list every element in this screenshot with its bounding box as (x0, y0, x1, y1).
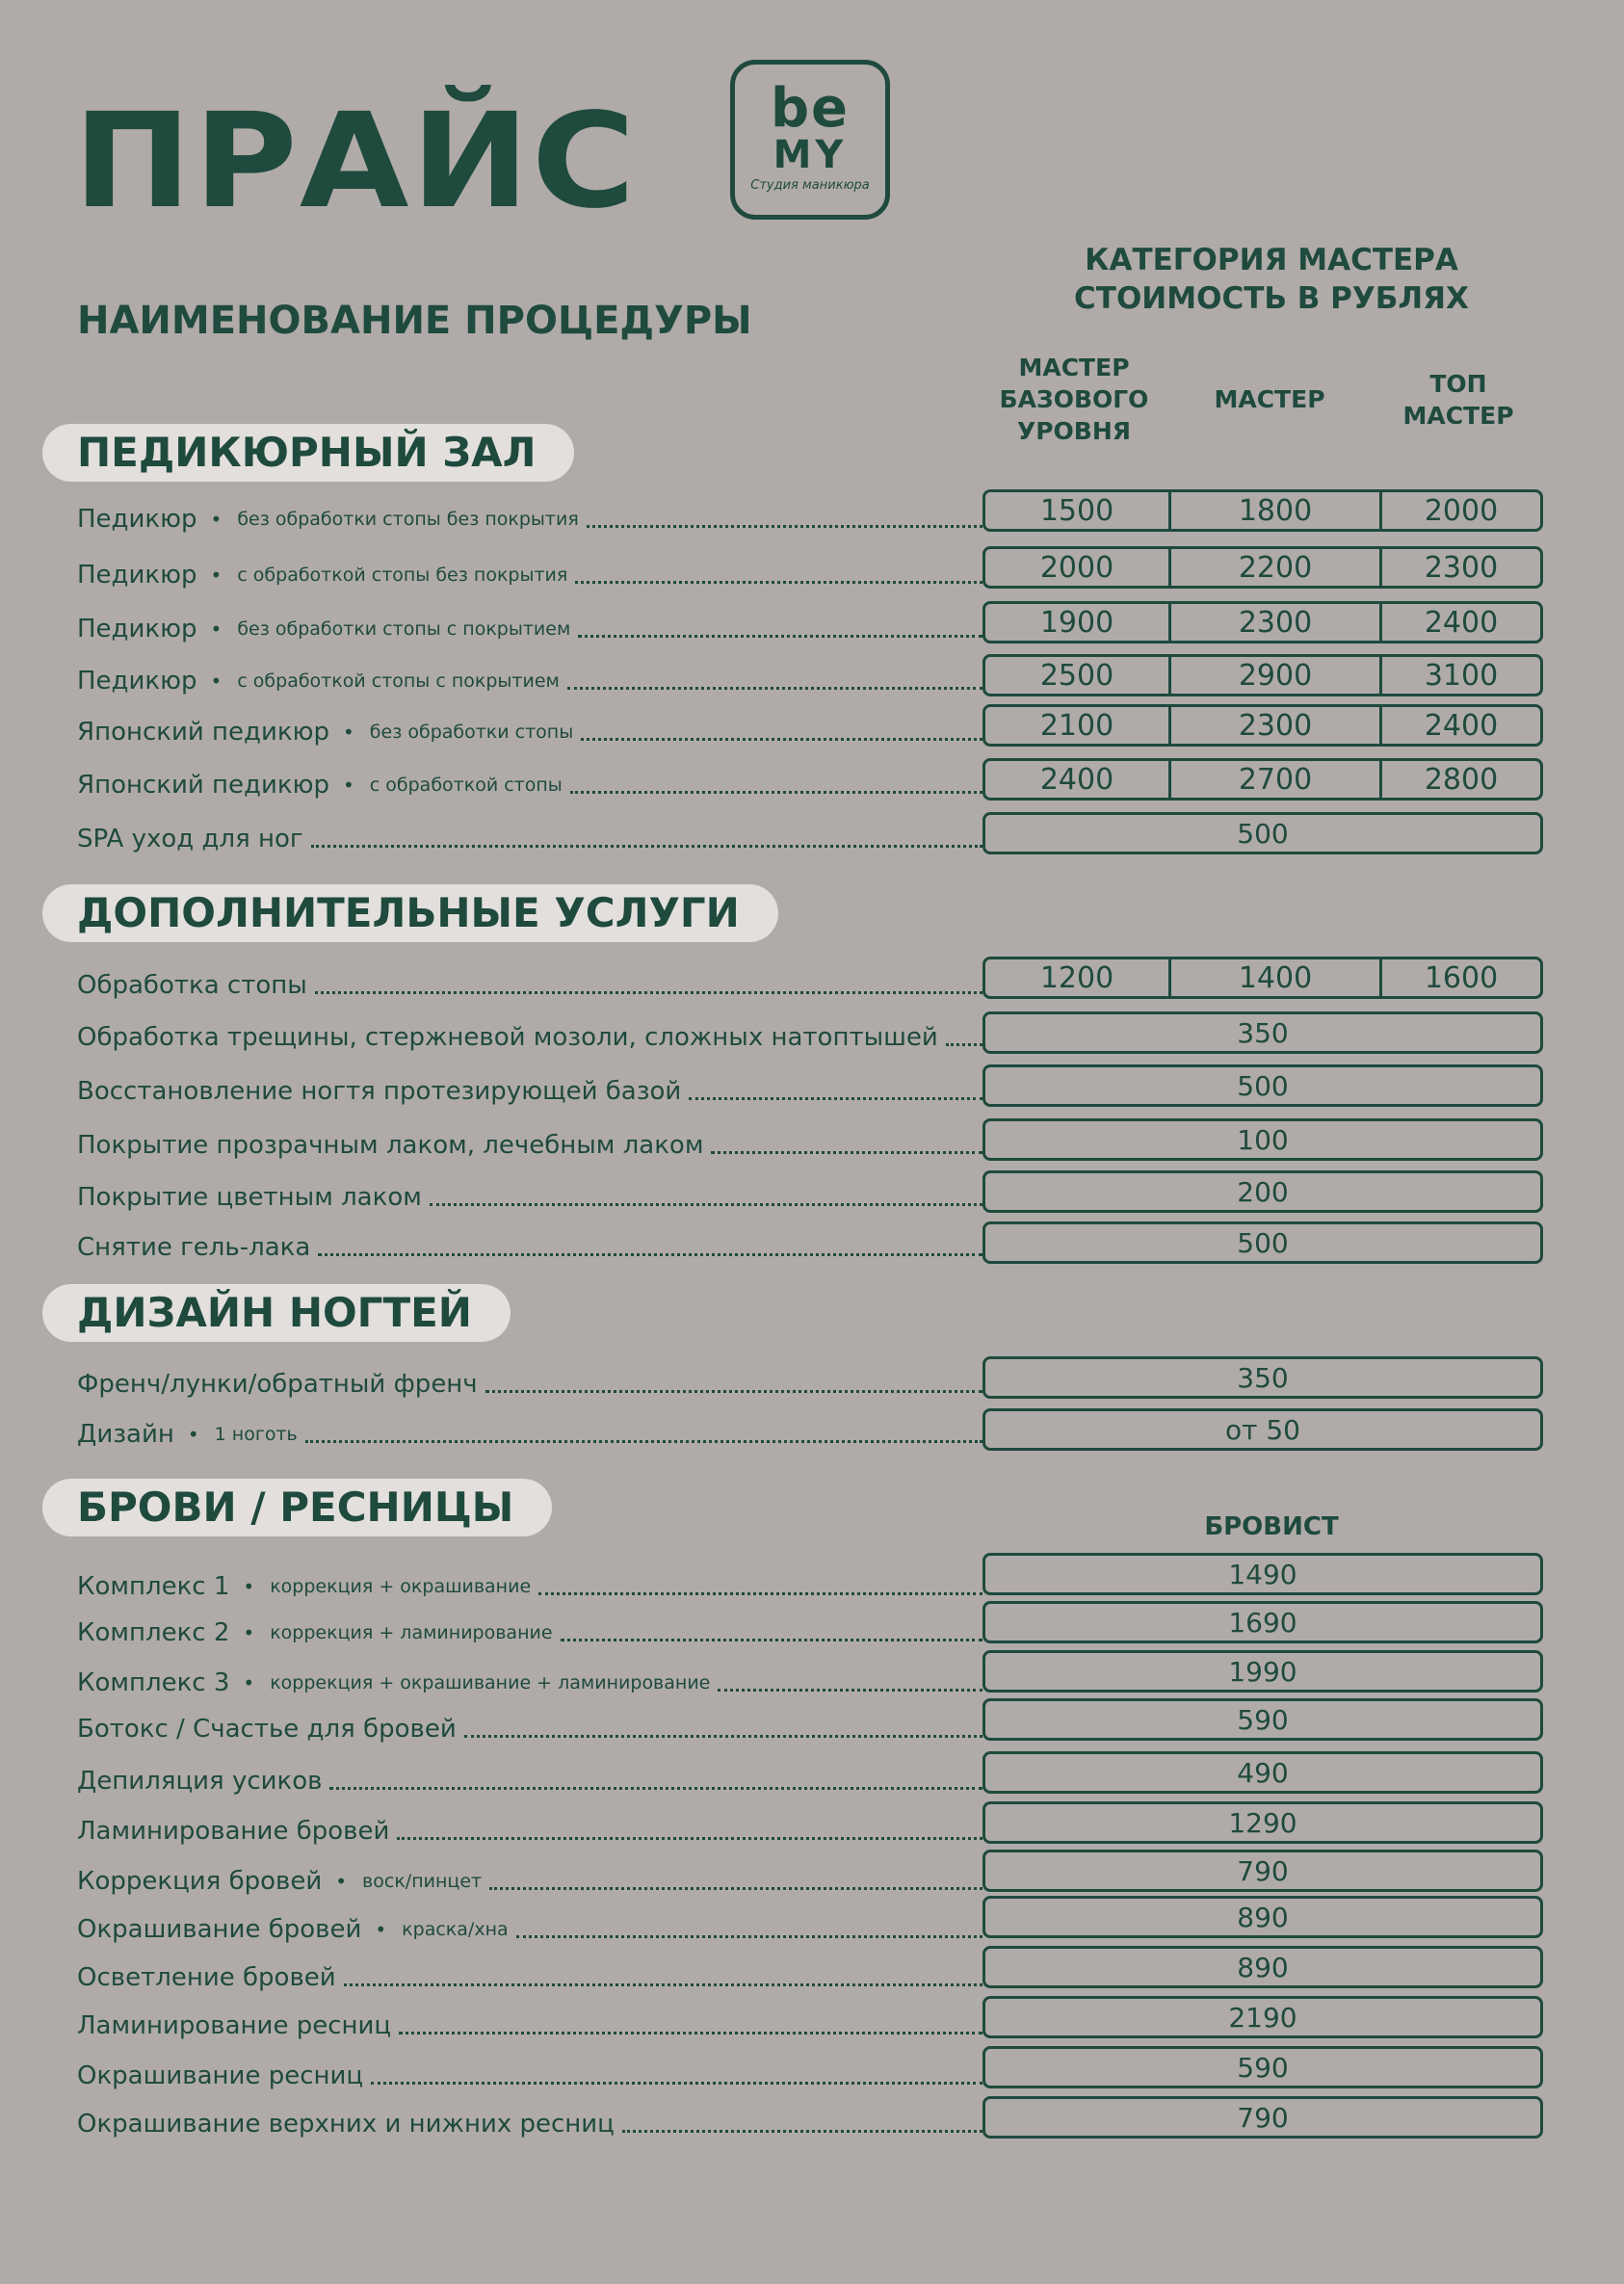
dot-leader (344, 1983, 982, 1986)
service-name: Осветление бровей (77, 1963, 336, 1992)
price-row (77, 1705, 982, 1744)
price-base: 1500 (985, 492, 1171, 529)
column-header-base-line-2: БАЗОВОГО (999, 385, 1149, 413)
column-header-base-line-1: МАСТЕР (1018, 354, 1130, 381)
dot-leader (622, 2130, 982, 2133)
service-name: Дизайн (77, 1420, 174, 1449)
service-name: SPA уход для ног (77, 825, 303, 853)
service-name: Снятие гель-лака (77, 1233, 311, 1262)
price-row (77, 761, 982, 800)
service-name: Окрашивание ресниц (77, 2061, 364, 2090)
price-single: 500 (1237, 1069, 1289, 1102)
price-box (982, 2046, 1543, 2088)
price-box (982, 1011, 1543, 1054)
price-row (77, 1121, 982, 1160)
dot-leader (318, 1253, 982, 1256)
column-header-brovist: БРОВИСТ (1204, 1512, 1339, 1541)
price-box (982, 1118, 1543, 1161)
dot-leader (689, 1097, 982, 1100)
separator-dot: • (335, 1870, 348, 1893)
separator-dot: • (210, 617, 223, 641)
price-top: 2800 (1424, 762, 1499, 797)
service-note: с обработкой стопы с покрытием (237, 670, 560, 692)
price-box (982, 1896, 1543, 1938)
column-header-top (1374, 368, 1543, 432)
dot-leader (311, 845, 982, 848)
price-top: 1600 (1424, 960, 1499, 995)
service-name: Обработка стопы (77, 971, 307, 1000)
dot-leader (305, 1440, 982, 1443)
section-brows-lashes: БРОВИ / РЕСНИЦЫ (42, 1479, 552, 1536)
price-single: 1490 (1228, 1558, 1297, 1590)
price-master: 2300 (1171, 604, 1382, 641)
service-note: краска/хна (402, 1919, 509, 1940)
service-note: коррекция + ламинирование (270, 1622, 553, 1643)
price-master: 1400 (1171, 959, 1382, 996)
price-row (77, 1223, 982, 1262)
dot-leader (575, 581, 982, 584)
service-name: Покрытие прозрачным лаком, лечебным лаком (77, 1131, 704, 1160)
price-single: 500 (1237, 817, 1289, 850)
price-row (77, 1067, 982, 1106)
dot-leader (315, 991, 982, 994)
service-name: Покрытие цветным лаком (77, 1183, 422, 1212)
price-box (982, 1356, 1543, 1399)
price-single: 890 (1237, 1951, 1289, 1983)
service-name: Депиляция усиков (77, 1767, 323, 1796)
column-header-base (982, 352, 1166, 447)
service-note: без обработки стопы с покрытием (237, 618, 571, 640)
price-row (77, 1659, 982, 1697)
dot-leader (516, 1935, 982, 1938)
service-note: без обработки стопы без покрытия (237, 509, 579, 530)
column-header-top-line-2: МАСТЕР (1402, 402, 1514, 430)
price-row (77, 708, 982, 747)
price-row (77, 2002, 982, 2040)
price-row (77, 1013, 982, 1052)
column-header-master-line-1: МАСТЕР (1214, 385, 1325, 413)
separator-dot: • (243, 1671, 255, 1694)
price-row (77, 495, 982, 534)
price-base: 2000 (985, 549, 1171, 586)
service-note: без обработки стопы (369, 722, 574, 743)
price-single: 200 (1237, 1175, 1289, 1208)
service-name: Педикюр (77, 561, 197, 590)
section-pedicure: ПЕДИКЮРНЫЙ ЗАЛ (42, 424, 574, 482)
price-single: 500 (1237, 1226, 1289, 1259)
price-top: 2000 (1424, 493, 1499, 528)
column-header-master (1166, 383, 1374, 415)
service-name: Ламинирование бровей (77, 1817, 390, 1846)
column-header-top-line-1: ТОП (1429, 370, 1487, 398)
price-single: 790 (1237, 1854, 1289, 1887)
price-row (77, 551, 982, 590)
service-name: Комплекс 1 (77, 1572, 230, 1601)
price-row (77, 1360, 982, 1399)
price-box (982, 489, 1543, 532)
price-row (77, 961, 982, 1000)
dot-leader (485, 1390, 982, 1393)
price-top: 2400 (1424, 605, 1499, 640)
procedure-heading: НАИМЕНОВАНИЕ ПРОЦЕДУРЫ (77, 299, 752, 343)
dot-leader (567, 687, 982, 690)
dot-leader (587, 525, 982, 528)
price-single: 350 (1237, 1361, 1289, 1394)
price-single: 2190 (1228, 2001, 1297, 2034)
price-base: 2400 (985, 761, 1171, 798)
price-row (77, 2100, 982, 2139)
price-single: 790 (1237, 2101, 1289, 2134)
price-box (982, 704, 1543, 747)
section-nail-design: ДИЗАЙН НОГТЕЙ (42, 1284, 511, 1342)
price-single: 490 (1237, 1756, 1289, 1789)
logo-line-1: be (770, 77, 851, 140)
price-box (982, 1221, 1543, 1264)
price-row (77, 1807, 982, 1846)
service-name: Японский педикюр (77, 771, 329, 800)
price-row (77, 657, 982, 696)
dot-leader (561, 1639, 982, 1641)
price-single: 590 (1237, 2051, 1289, 2084)
price-box (982, 2096, 1543, 2139)
logo-caption: Студия маникюра (750, 178, 870, 193)
price-row (77, 1173, 982, 1212)
price-row (77, 1857, 982, 1896)
price-box (982, 1698, 1543, 1741)
price-single: 1990 (1228, 1655, 1297, 1688)
dot-leader (570, 791, 982, 794)
price-row (77, 1757, 982, 1796)
price-master: 2900 (1171, 657, 1382, 694)
price-box (982, 1064, 1543, 1107)
price-row (77, 1954, 982, 1992)
service-note: коррекция + окрашивание + ламинирование (270, 1672, 711, 1693)
price-box (982, 1850, 1543, 1892)
price-single: 1690 (1228, 1606, 1297, 1639)
price-box (982, 1170, 1543, 1213)
service-name: Восстановление ногтя протезирующей базой (77, 1077, 682, 1106)
price-box (982, 1996, 1543, 2038)
price-row (77, 1410, 982, 1449)
price-single: 590 (1237, 1703, 1289, 1736)
price-row (77, 1905, 982, 1944)
price-base: 2500 (985, 657, 1171, 694)
service-name: Педикюр (77, 505, 197, 534)
service-name: Педикюр (77, 667, 197, 696)
price-master: 1800 (1171, 492, 1382, 529)
dot-leader (329, 1787, 982, 1790)
price-single: 100 (1237, 1123, 1289, 1156)
category-line-1: КАТЕГОРИЯ МАСТЕРА (1085, 243, 1458, 277)
service-note: воск/пинцет (362, 1871, 483, 1892)
price-box (982, 654, 1543, 696)
separator-dot: • (243, 1575, 255, 1598)
price-row (77, 815, 982, 853)
service-name: Японский педикюр (77, 718, 329, 747)
separator-dot: • (187, 1423, 199, 1446)
dot-leader (399, 2032, 982, 2035)
dot-leader (581, 738, 982, 741)
price-box (982, 1946, 1543, 1988)
dot-leader (397, 1837, 982, 1840)
service-note: коррекция + окрашивание (270, 1576, 532, 1597)
category-heading (1050, 241, 1493, 318)
price-base: 2100 (985, 707, 1171, 744)
price-top: 2300 (1424, 550, 1499, 585)
price-box (982, 1601, 1543, 1643)
price-single: 890 (1237, 1901, 1289, 1933)
price-box (982, 601, 1543, 643)
price-box (982, 1801, 1543, 1844)
separator-dot: • (210, 564, 223, 587)
service-name: Окрашивание бровей (77, 1915, 362, 1944)
separator-dot: • (210, 508, 223, 531)
price-single: 1290 (1228, 1806, 1297, 1839)
service-name: Окрашивание верхних и нижних ресниц (77, 2110, 615, 2139)
brand-logo (730, 60, 890, 220)
price-row (77, 1609, 982, 1647)
service-name: Ламинирование ресниц (77, 2011, 392, 2040)
price-box (982, 1751, 1543, 1794)
price-box (982, 1553, 1543, 1595)
category-line-2: СТОИМОСТЬ В РУБЛЯХ (1074, 281, 1469, 316)
price-single: 350 (1237, 1016, 1289, 1049)
price-base: 1900 (985, 604, 1171, 641)
service-name: Френч/лунки/обратный френч (77, 1370, 478, 1399)
separator-dot: • (343, 721, 354, 744)
dot-leader (430, 1203, 982, 1206)
logo-line-2: MY (773, 133, 848, 177)
separator-dot: • (243, 1621, 255, 1644)
price-top: 2400 (1424, 708, 1499, 743)
service-name: Обработка трещины, стержневой мозоли, сложных натоптышей (77, 1023, 938, 1052)
dot-leader (489, 1887, 982, 1890)
price-box (982, 1408, 1543, 1451)
dot-leader (538, 1592, 982, 1595)
service-name: Комплекс 2 (77, 1618, 230, 1647)
service-note: 1 ноготь (214, 1424, 298, 1445)
price-single: от 50 (1225, 1413, 1300, 1446)
price-box (982, 957, 1543, 999)
price-master: 2700 (1171, 761, 1382, 798)
service-name: Ботокс / Счастье для бровей (77, 1715, 457, 1744)
service-note: с обработкой стопы (369, 774, 563, 796)
dot-leader (578, 635, 982, 638)
price-base: 1200 (985, 959, 1171, 996)
separator-dot: • (210, 669, 223, 693)
dot-leader (464, 1735, 982, 1738)
price-box (982, 546, 1543, 589)
price-master: 2200 (1171, 549, 1382, 586)
dot-leader (946, 1043, 982, 1046)
price-top: 3100 (1424, 658, 1499, 693)
page-title: ПРАЙС (73, 86, 638, 238)
price-box (982, 1650, 1543, 1693)
price-box (982, 812, 1543, 854)
price-row (77, 605, 982, 643)
service-note: с обработкой стопы без покрытия (237, 564, 568, 586)
dot-leader (371, 2082, 982, 2085)
dot-leader (711, 1151, 982, 1154)
price-master: 2300 (1171, 707, 1382, 744)
column-header-base-line-3: УРОВНЯ (1016, 417, 1132, 445)
separator-dot: • (343, 774, 354, 797)
dot-leader (718, 1689, 982, 1692)
separator-dot: • (375, 1918, 387, 1941)
service-name: Комплекс 3 (77, 1668, 230, 1697)
service-name: Коррекция бровей (77, 1867, 323, 1896)
service-name: Педикюр (77, 615, 197, 643)
price-row (77, 1562, 982, 1601)
section-extra-services: ДОПОЛНИТЕЛЬНЫЕ УСЛУГИ (42, 884, 778, 942)
price-row (77, 2052, 982, 2090)
price-box (982, 758, 1543, 801)
